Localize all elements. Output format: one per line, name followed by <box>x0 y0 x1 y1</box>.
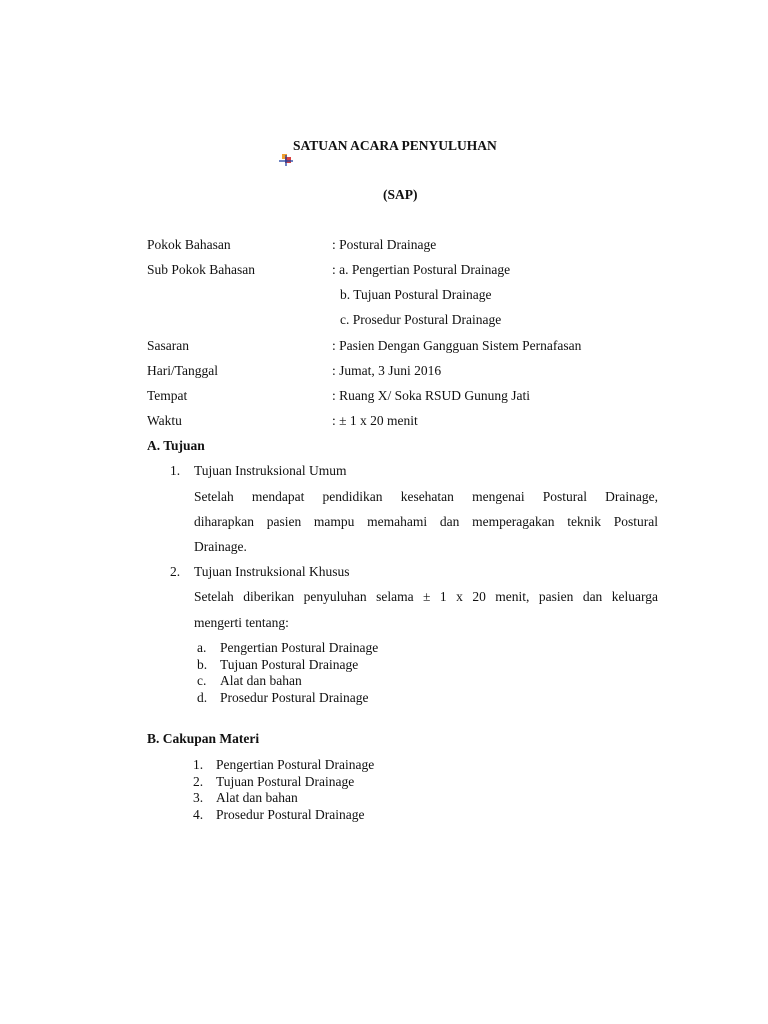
hari-tanggal-label: Hari/Tanggal <box>147 363 219 378</box>
sub-pokok-bahasan-value-b: b. Tujuan Postural Drainage <box>340 287 492 302</box>
sublist-item: Prosedur Postural Drainage <box>220 690 369 705</box>
pokok-bahasan-label: Pokok Bahasan <box>147 237 231 252</box>
sasaran-label: Sasaran <box>147 338 189 353</box>
pokok-bahasan-value: : Postural Drainage <box>332 237 437 252</box>
sublist-item: Pengertian Postural Drainage <box>220 640 379 655</box>
sublist-item: Alat dan bahan <box>220 673 302 688</box>
tempat-label: Tempat <box>147 388 188 403</box>
sublist-letter: a. <box>197 640 207 655</box>
sub-pokok-bahasan-value-c: c. Prosedur Postural Drainage <box>340 312 502 327</box>
tujuan-khusus-title: Tujuan Instruksional Khusus <box>194 564 350 579</box>
tujuan-umum-title: Tujuan Instruksional Umum <box>194 463 347 478</box>
materi-item: Prosedur Postural Drainage <box>216 807 365 822</box>
waktu-value: : ± 1 x 20 menit <box>332 413 418 428</box>
tujuan-umum-text-line2: diharapkan pasien mampu memahami dan memperagakan teknik Postural <box>194 514 658 529</box>
materi-number: 4. <box>193 807 204 822</box>
materi-number: 2. <box>193 774 204 789</box>
tujuan-umum-text-line1: Setelah mendapat pendidikan kesehatan mengenai Postural Drainage, <box>194 489 658 504</box>
tujuan-khusus-text-line2: mengerti tentang: <box>194 615 289 630</box>
materi-number: 1. <box>193 757 204 772</box>
sublist-letter: c. <box>197 673 207 688</box>
section-b-heading: B. Cakupan Materi <box>147 731 260 746</box>
sublist-item: Tujuan Postural Drainage <box>220 657 359 672</box>
tujuan-khusus-text-line1: Setelah diberikan penyuluhan selama ± 1 x 20 menit, pasien dan keluarga <box>194 589 658 604</box>
bullet-mark-icon <box>279 152 293 166</box>
waktu-label: Waktu <box>147 413 182 428</box>
tempat-value: : Ruang X/ Soka RSUD Gunung Jati <box>332 388 531 403</box>
sasaran-value: : Pasien Dengan Gangguan Sistem Pernafasan <box>332 338 582 353</box>
sublist-letter: b. <box>197 657 208 672</box>
document-title: SATUAN ACARA PENYULUHAN <box>293 138 497 153</box>
document-subtitle: (SAP) <box>383 187 418 202</box>
sub-pokok-bahasan-value-a: : a. Pengertian Postural Drainage <box>332 262 511 277</box>
section-a-heading: A. Tujuan <box>147 438 205 453</box>
sub-pokok-bahasan-label: Sub Pokok Bahasan <box>147 262 255 277</box>
materi-item: Tujuan Postural Drainage <box>216 774 355 789</box>
tujuan-khusus-number: 2. <box>170 564 181 579</box>
tujuan-umum-text-line3: Drainage. <box>194 539 247 554</box>
tujuan-umum-number: 1. <box>170 463 181 478</box>
sublist-letter: d. <box>197 690 208 705</box>
materi-item: Pengertian Postural Drainage <box>216 757 375 772</box>
materi-number: 3. <box>193 790 204 805</box>
hari-tanggal-value: : Jumat, 3 Juni 2016 <box>332 363 442 378</box>
materi-item: Alat dan bahan <box>216 790 298 805</box>
